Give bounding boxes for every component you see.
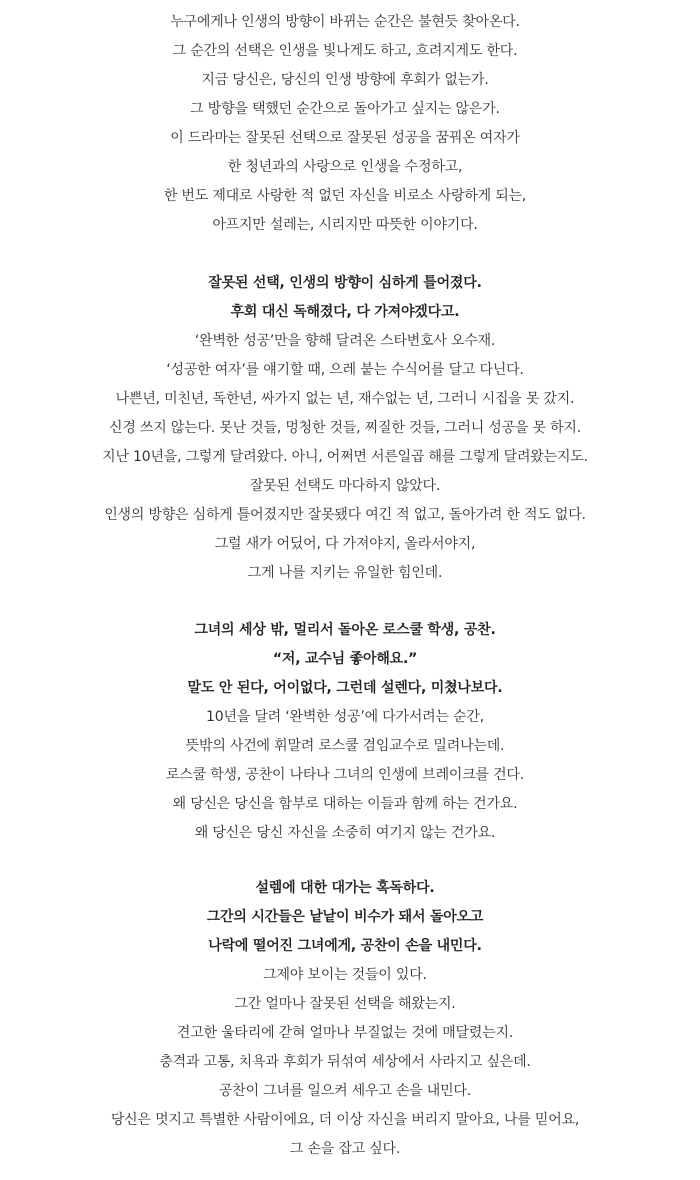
synopsis-line: 한 청년과의 사랑으로 인생을 수정하고, (227, 159, 463, 175)
section-heading: 그간의 시간들은 낱낱이 비수가 돼서 돌아오고 (206, 909, 484, 925)
synopsis-line: 그간 얼마나 잘못된 선택을 해왔는지. (234, 996, 456, 1012)
synopsis-line: 그 손을 잡고 싶다. (289, 1141, 401, 1157)
synopsis-line: 뜻밖의 사건에 휘말려 로스쿨 겸임교수로 밀려나는데. (185, 738, 505, 754)
synopsis-line: ‘완벽한 성공’만을 향해 달려온 스타변호사 오수재. (194, 333, 496, 349)
section-heading: 잘못된 선택, 인생의 방향이 심하게 틀어졌다. (208, 275, 482, 291)
section-heading: “저, 교수님 좋아해요.” (272, 651, 418, 667)
synopsis-line: 10년을 달려 ‘완벽한 성공’에 다가서려는 순간, (206, 709, 484, 725)
synopsis-line: 충격과 고통, 치욕과 후회가 뒤섞여 세상에서 사라지고 싶은데. (159, 1054, 531, 1070)
synopsis-line: 그 순간의 선택은 인생을 빛나게도 하고, 흐려지게도 한다. (172, 43, 518, 59)
synopsis-line: ‘성공한 여자’를 얘기할 때, 으레 붙는 수식어를 달고 다닌다. (166, 362, 524, 378)
synopsis-line: 신경 쓰지 않는다. 못난 것들, 멍청한 것들, 찌질한 것들, 그러니 성공을 못 하지. (109, 420, 581, 436)
synopsis-line: 나쁜년, 미친년, 독한년, 싸가지 없는 년, 재수없는 년, 그러니 시집을 못 갔지. (115, 391, 575, 407)
section-heading: 그녀의 세상 밖, 멀리서 돌아온 로스쿨 학생, 공찬. (194, 622, 496, 638)
section-heading: 설렘에 대한 대가는 혹독하다. (255, 880, 435, 896)
synopsis-line: 로스쿨 학생, 공찬이 나타나 그녀의 인생에 브레이크를 건다. (165, 767, 525, 783)
synopsis-line: 그게 나를 지키는 유일한 힘인데. (247, 565, 443, 581)
synopsis-line: 인생의 방향은 심하게 틀어졌지만 잘못됐다 여긴 적 없고, 돌아가려 한 적도 없다. (104, 507, 586, 523)
synopsis-line: 왜 당신은 당신 자신을 소중히 여기지 않는 건가요. (194, 825, 496, 841)
synopsis-line: 그제야 보이는 것들이 있다. (263, 967, 427, 983)
synopsis-line: 공찬이 그녀를 일으켜 세우고 손을 내민다. (218, 1083, 471, 1099)
synopsis-line: 누구에게나 인생의 방향이 바뀌는 순간은 불현듯 찾아온다. (170, 14, 520, 30)
synopsis-line: 왜 당신은 당신을 함부로 대하는 이들과 함께 하는 건가요. (172, 796, 518, 812)
synopsis-line: 그 방향을 택했던 순간으로 돌아가고 싶지는 않은가. (190, 101, 500, 117)
synopsis-line: 지난 10년을, 그렇게 달려왔다. 아니, 어쩌면 서른일곱 해를 그렇게 달려왔는지도. (102, 449, 588, 465)
synopsis-line: 아프지만 설레는, 시리지만 따뜻한 이야기다. (212, 217, 478, 233)
synopsis-line: 당신은 멋지고 특별한 사람이에요, 더 이상 자신을 버리지 말아요, 나를 믿어요, (110, 1112, 580, 1128)
section-heading: 말도 안 된다, 어이없다, 그런데 설렌다, 미쳤나보다. (187, 680, 503, 696)
section-heading: 후회 대신 독해졌다, 다 가져야겠다고. (230, 304, 460, 320)
synopsis-line: 그럴 새가 어딨어, 다 가져야지, 올라서야지, (214, 536, 476, 552)
synopsis-line: 지금 당신은, 당신의 인생 방향에 후회가 없는가. (201, 72, 489, 88)
synopsis-line: 견고한 울타리에 갇혀 얼마나 부질없는 것에 매달렸는지. (176, 1025, 514, 1041)
synopsis-line: 이 드라마는 잘못된 선택으로 잘못된 성공을 꿈꿔온 여자가 (170, 130, 520, 146)
synopsis-line: 한 번도 제대로 사랑한 적 없던 자신을 비로소 사랑하게 되는, (163, 188, 527, 204)
synopsis-line: 잘못된 선택도 마다하지 않았다. (249, 478, 441, 494)
section-heading: 나락에 떨어진 그녀에게, 공찬이 손을 내민다. (208, 938, 482, 954)
